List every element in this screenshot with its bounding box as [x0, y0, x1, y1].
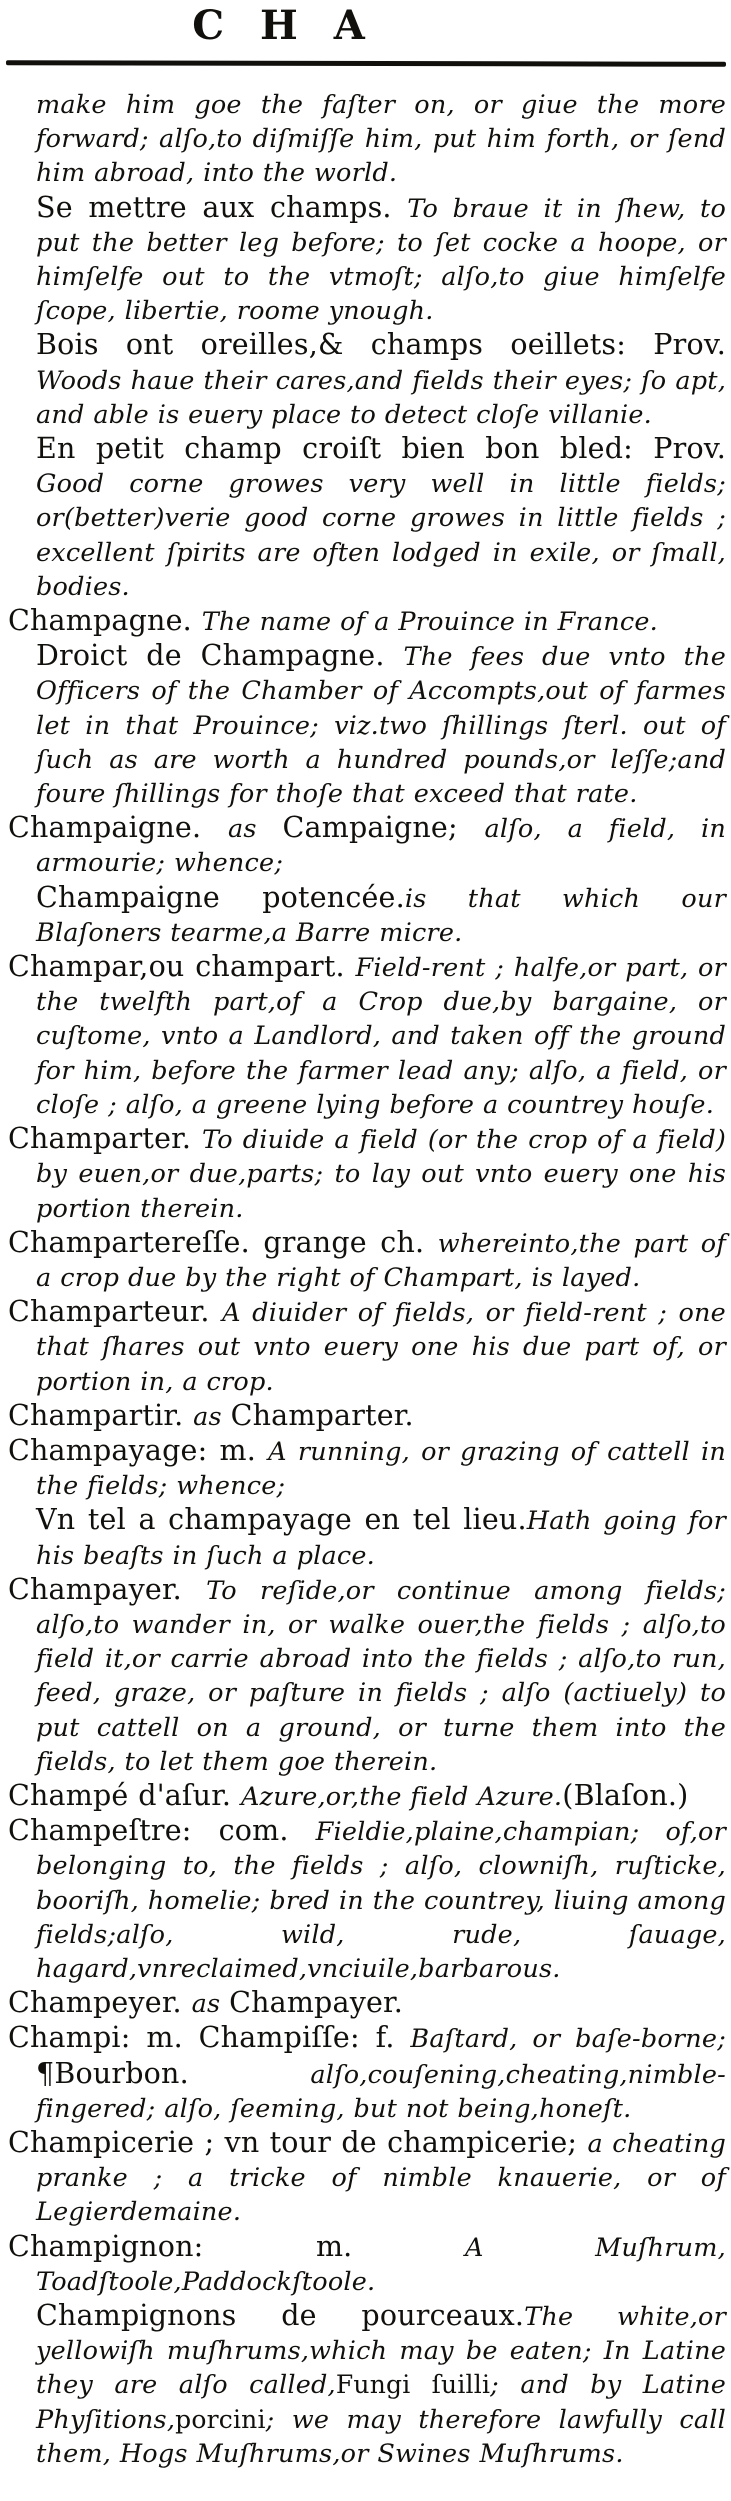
dictionary-entry: [6, 1573, 726, 1779]
headword-text: Champarter.: [230, 1398, 414, 1432]
headword-text: Champayer.: [8, 1572, 207, 1606]
dictionary-entry: [6, 1814, 726, 1986]
headword-text: Champaigne.: [8, 811, 229, 845]
definition-text: Fieldie,plaine,champian; of,or belonging to, the fields ; alſo, clowniſh, ruſticke, booriſh, homelie; bred in the countrey, liuing among fields;alſo, wild, rude, ſauage, hagard,vnreclaimed,vnciuile,barbarous.: [36, 1817, 727, 1984]
definition-text: Field-rent ; halfe,or part, or the twelfth part,of a Crop due,by bargaine, or cuſtome, vnto a Landlord, and taken off the ground for him, before the farmer lead any; alſo, a field, or cloſe ; alſo, a greene lying before a countrey houſe.: [36, 953, 726, 1120]
definition-text: Baſtard, or baſe-borne;: [410, 2024, 726, 2055]
headword-text: Campaigne;: [282, 811, 485, 845]
definition-text: ; and by Latine Phyſitions,: [36, 2370, 727, 2435]
definition-text: as: [191, 1989, 230, 2020]
latin-term-text: Fungi ſuilli: [335, 2370, 491, 2400]
headword-text: Se mettre aux champs.: [36, 190, 408, 224]
latin-term-text: porcini: [175, 2404, 266, 2434]
dictionary-entry: [6, 1226, 726, 1295]
dictionary-entry: [6, 604, 726, 639]
definition-text: Woods haue their cares,and fields their eyes; ſo apt, and able is euery place to detect cloſe villanie.: [36, 365, 726, 430]
header-rule: [6, 60, 726, 67]
headword-text: Droict de Champagne.: [36, 639, 404, 673]
definition-text: Azure,or,the field Azure.: [240, 1781, 563, 1812]
headword-text: Champayer.: [229, 1986, 404, 2020]
headword-text: Champeſtre: com.: [8, 1814, 316, 1848]
headword-text: Vn tel a champayage en tel lieu.: [36, 1503, 527, 1537]
headword-text: Champayage: m.: [8, 1433, 269, 1467]
headword-text: Bois ont oreilles,& champs oeillets: Prov.: [36, 328, 726, 362]
definition-text: The fees due vnto the Officers of the Chamber of Accompts,out of farmes let in that Prouince; viz.two ſhillings ſterl. out of ſuch as are worth a hundred pounds,or leſſe;and foure ſhillings for thoſe that exceed that rate.: [36, 642, 726, 810]
dictionary-entry: [6, 1779, 726, 1814]
definition-text: Hath going for his beaſts in ſuch a place.: [36, 1506, 726, 1571]
headword-text: Champartereſſe. grange ch.: [8, 1225, 438, 1259]
definition-text: A diuider of fields, or field-rent ; one that ſhares out vnto euery one his due part of, or portion in, a crop.: [36, 1298, 726, 1397]
headword-text: Champarteur.: [8, 1295, 223, 1329]
definition-text: as: [193, 1401, 231, 1432]
dictionary-entry: [6, 950, 726, 1122]
headword-text: (Blaſon.): [562, 1778, 689, 1812]
headword-text: Champar,ou champart.: [8, 950, 356, 984]
running-header: C H A: [192, 2, 376, 49]
headword-text: Champarter.: [8, 1122, 203, 1156]
dictionary-entry: [6, 1295, 726, 1399]
definition-text: ; we may therefore lawfully call them, Hogs Muſhrums,or Swines Muſhrums.: [36, 2404, 726, 2469]
dictionary-subentry: [6, 88, 726, 191]
definition-text: A Muſhrum, Toadſtoole,Paddockſtoole.: [36, 2232, 726, 2297]
entry-list: [6, 88, 726, 2471]
definition-text: To reſide,or continue among fields; alſo,to wander in, or walke ouer,the fields ; alſo,to field it,or carrie abroad into the fields ; alſo,to run, feed, graze, or paſture in fields ; alſo (actiuely) to put cattell on a ground, or turne them into the fields, to let them goe therein.: [36, 1575, 726, 1777]
dictionary-entry: [6, 811, 726, 880]
definition-text: Good corne growes very well in little fields; or(better)verie good corne growes in little fields ; excellent ſpirits are often lodged in exile, or ſmall, bodies.: [36, 469, 726, 602]
dictionary-entry: [6, 2230, 726, 2299]
definition-text: The name of a Prouince in France.: [201, 607, 658, 638]
dictionary-subentry: [6, 191, 726, 329]
headword-text: Champartir.: [8, 1398, 194, 1432]
headword-text: Champi: m. Champiſſe: f.: [8, 2021, 411, 2055]
headword-text: Champignon: m.: [8, 2229, 465, 2263]
headword-text: Champeyer.: [8, 1986, 192, 2020]
dictionary-entry: [6, 1399, 726, 1434]
definition-text: alſo, a field, in armourie; whence;: [36, 814, 727, 879]
definition-text: is that which our Blaſoners tearme,a Barre micre.: [36, 883, 726, 948]
definition-text: To diuide a field (or the crop of a field) by euen,or due,parts; to lay out vnto euery one his portion therein.: [36, 1125, 726, 1224]
headword-text: Champagne.: [8, 604, 202, 638]
headword-text: En petit champ croiſt bien bon bled: Prov.: [36, 432, 726, 466]
definition-text: whereinto,the part of a crop due by the right of Champart, is layed.: [36, 1228, 726, 1293]
dictionary-entry: [6, 1986, 726, 2021]
dictionary-subentry: [6, 1503, 726, 1572]
definition-text: make him goe the faſter on, or giue the more forward; alſo,to diſmiſſe him, put him forth, or ſend him abroad, into the world.: [36, 90, 726, 189]
dictionary-entry: [6, 1122, 726, 1226]
headword-text: Champicerie ; vn tour de champicerie;: [8, 2125, 588, 2159]
headword-text: Champignons de pourceaux.: [36, 2299, 525, 2332]
dictionary-entry: [6, 2126, 726, 2230]
dictionary-subentry: [6, 328, 726, 432]
definition-text: alſo,couſening,cheating,nimble-fingered; alſo, ſeeming, but not being,honeſt.: [36, 2059, 726, 2124]
definition-text: as: [228, 814, 283, 845]
definition-text: a cheating pranke ; a tricke of nimble knauerie, or of Legierdemaine.: [36, 2128, 726, 2228]
dictionary-entry: [6, 1434, 726, 1503]
definition-text: To braue it in ſhew, to put the better leg before; to ſet cocke a hoope, or himſelfe out to the vtmoſt; alſo,to giue himſelfe ſcope, libertie, roome ynough.: [36, 193, 726, 327]
headword-text: Champaigne potencée.: [36, 880, 405, 914]
dictionary-subentry: [6, 432, 726, 604]
dictionary-entry: [6, 2021, 726, 2126]
dictionary-subentry: [6, 2299, 726, 2471]
dictionary-subentry: [6, 639, 726, 811]
definition-text: A running, or grazing of cattell in the fields; whence;: [36, 1436, 726, 1502]
dictionary-subentry: [6, 881, 726, 950]
headword-text: ¶Bourbon.: [36, 2056, 311, 2090]
headword-text: Champé d'aſur.: [8, 1778, 241, 1812]
definition-text: The white,or yellowiſh muſhrums,which may be eaten; In Latine they are alſo called,: [36, 2302, 726, 2401]
